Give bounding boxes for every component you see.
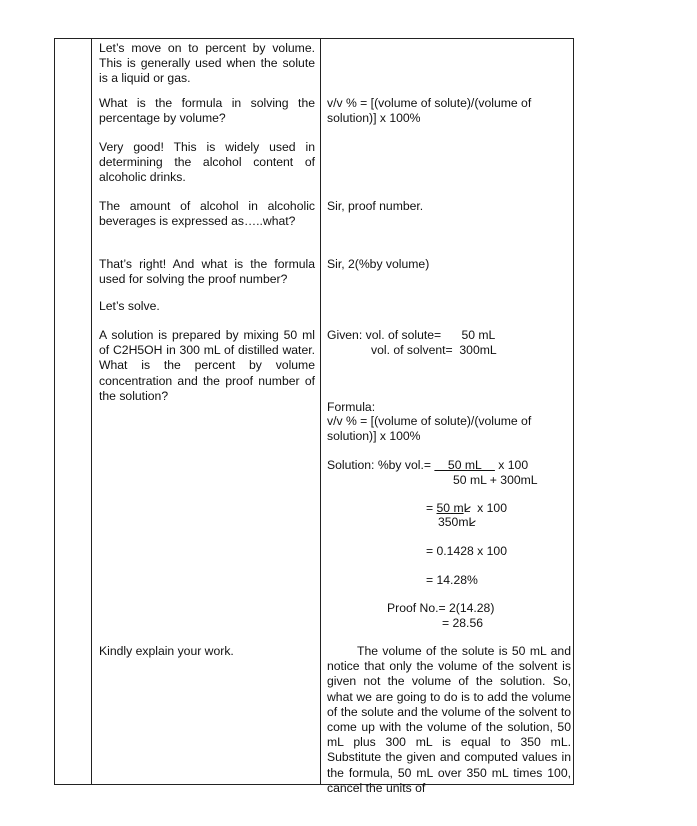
teacher-feedback-text: Very good! This is widely used in determining the alcohol content of alcoholic drinks. (99, 140, 315, 185)
proof-number-result: = 28.56 (442, 616, 484, 630)
step2-denominator: 350mL (438, 515, 476, 529)
student-proof-formula-answer: Sir, 2(%by volume) (327, 257, 430, 271)
cancelled-unit: L (463, 501, 471, 515)
teacher-question-expression: The amount of alcohol in alcoholic beverages is expressed as…..what? (99, 199, 315, 229)
teacher-problem-statement: A solution is prepared by mixing 50 ml of C2H5OH in 300 mL of distilled water. What is the percent by volume concentration and the proof number of the solution? (99, 328, 315, 403)
step2-numerator: 50 mL (436, 501, 471, 515)
cancelled-unit: L (468, 515, 476, 529)
column-divider-middle (320, 39, 321, 784)
teacher-explain-request: Kindly explain your work. (99, 644, 234, 658)
student-explanation: The volume of the solute is 50 mL and notice that only the volume of the solvent is given not the volume of the solution. So, what we are going to do is to add the volume of the solute and the volume of the solvent to come up with the volume of the solution, 50 mL plus 300 mL is equal to 350 mL. Substitute the given and computed values in the formula, 50 mL over 350 mL times 100, cancel the units of (327, 644, 571, 795)
proof-number-line: Proof No.= 2(14.28) (387, 601, 495, 615)
solution-line (327, 458, 571, 473)
teacher-question-proof-formula: That’s right! And what is the formula used for solving the proof number? (99, 257, 315, 287)
step2-line (426, 501, 670, 516)
teacher-intro-text: Let’s move on to percent by volume. This is generally used when the solute is a liquid or gas. (99, 41, 315, 86)
step2-times: x 100 (470, 501, 507, 515)
student-formula-answer: v/v % = [(volume of solute)/(volume of solution)] x 100% (327, 96, 532, 126)
solution-numerator: 50 mL (434, 458, 495, 472)
teacher-question-formula: What is the formula in solving the percentage by volume? (99, 96, 315, 126)
teacher-lets-solve: Let’s solve. (99, 299, 160, 313)
solution-prefix: Solution: %by vol.= (327, 458, 435, 472)
student-proof-answer: Sir, proof number. (327, 199, 424, 213)
solution-times: x 100 (494, 458, 529, 472)
given-solvent: vol. of solvent= 300mL (371, 343, 497, 357)
step3-result: = 0.1428 x 100 (426, 544, 507, 558)
solution-denominator: 50 mL + 300mL (453, 473, 538, 487)
given-solute: Given: vol. of solute= 50 mL (327, 328, 496, 342)
formula-text: v/v % = [(volume of solute)/(volume of solution)] x 100% (327, 414, 532, 444)
column-divider-left (91, 39, 92, 784)
step2-eq: = (426, 501, 437, 515)
step4-result: = 14.28% (426, 573, 478, 587)
lesson-table (54, 38, 574, 795)
formula-label: Formula: (327, 400, 376, 414)
